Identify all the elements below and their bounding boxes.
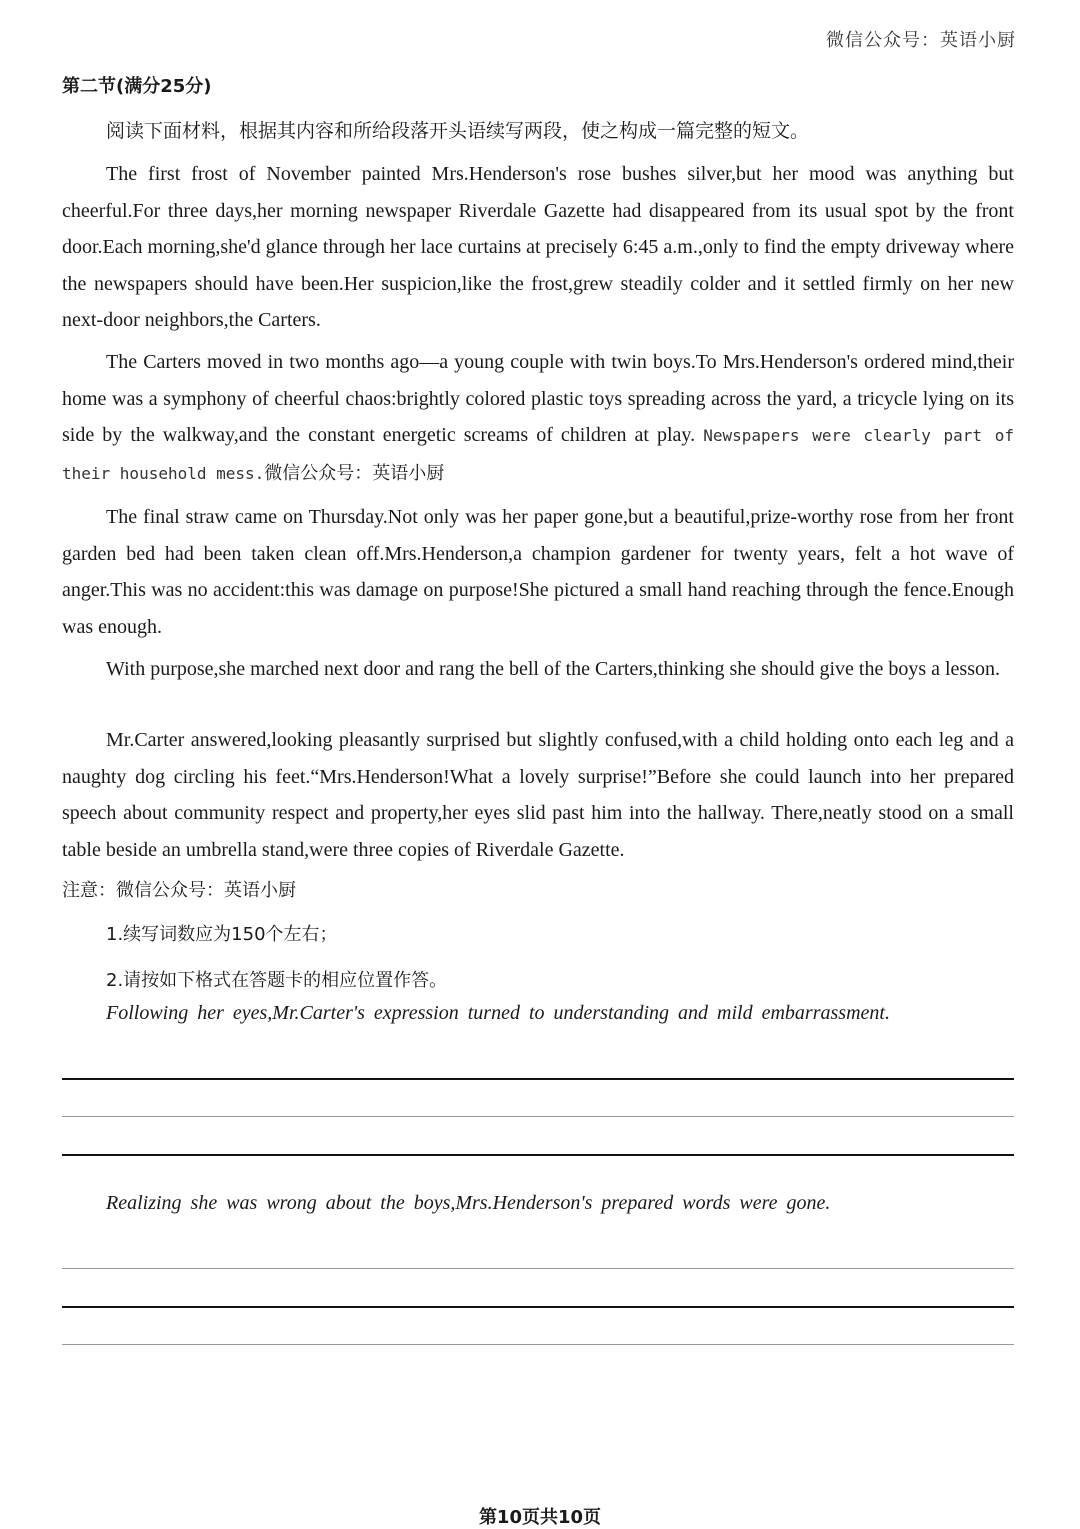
note-item-1: 1.续写词数应为150个左右；	[106, 924, 338, 945]
answer-line	[62, 1154, 1014, 1156]
paragraph-starter-2: Realizing she was wrong about the boys,Mrs.Henderson's prepared words were gone.	[106, 1192, 831, 1214]
inline-watermark: 微信公众号：英语小厨	[264, 462, 445, 484]
header-watermark: 微信公众号：英语小厨	[826, 30, 1016, 51]
page-number: 第10页共10页	[478, 1507, 602, 1528]
answer-line	[62, 1116, 1014, 1117]
answer-line	[62, 1344, 1014, 1345]
answer-line	[62, 1078, 1014, 1080]
task-instruction: 阅读下面材料，根据其内容和所给段落开头语续写两段，使之构成一篇完整的短文。	[106, 120, 810, 142]
answer-line	[62, 1268, 1014, 1269]
passage-paragraph-3: The final straw came on Thursday.Not only was her paper gone,but a beautiful,prize-worthy rose from her front garden bed had been taken clean off.Mrs.Henderson,a champion gardener for twenty years, felt a hot wave of anger.This was no accident:this was damage on purpose!She pictured a small hand reaching through the fence.Enough was enough.	[62, 506, 1014, 638]
passage-paragraph-2	[62, 344, 1014, 492]
section-title: 第二节(满分25分)	[62, 76, 212, 97]
paragraph-starter-1: Following her eyes,Mr.Carter's expression turned to understanding and mild embarrassment.	[106, 1002, 890, 1024]
note-item-2: 2.请按如下格式在答题卡的相应位置作答。	[106, 970, 448, 991]
paragraph-2-tail: Newspapers were clearly part of their household mess.	[62, 426, 1015, 483]
answer-line	[62, 1306, 1014, 1308]
passage-paragraph-1: The first frost of November painted Mrs.Henderson's rose bushes silver,but her mood was anything but cheerful.For three days,her morning newspaper Riverdale Gazette had disappeared from its usual spot by the front door.Each morning,she'd glance through her lace curtains at precisely 6:45 a.m.,only to find the empty driveway where the newspapers should have been.Her suspicion,like the frost,grew steadily colder and it settled firmly on her new next-door neighbors,the Carters.	[62, 163, 1014, 331]
passage-paragraph-4: With purpose,she marched next door and rang the bell of the Carters,thinking she should give the boys a lesson.	[106, 658, 1000, 680]
notes-title: 注意：微信公众号：英语小厨	[62, 880, 296, 901]
passage-paragraph-5: Mr.Carter answered,looking pleasantly surprised but slightly confused,with a child holding onto each leg and a naughty dog circling his feet.“Mrs.Henderson!What a lovely surprise!”Before she could launch into her prepared speech about community respect and property,her eyes slid past him into the hallway. There,neatly stood on a small table beside an umbrella stand,were three copies of Riverdale Gazette.	[62, 729, 1014, 861]
paragraph-2-text: The Carters moved in two months ago—a young couple with twin boys.To Mrs.Henderson's ordered mind,their home was a symphony of cheerful chaos:brightly colored plastic toys spreading across the yard, a tricycle lying on its side by the walkway,and the constant energetic screams of children at play.	[62, 351, 1014, 446]
